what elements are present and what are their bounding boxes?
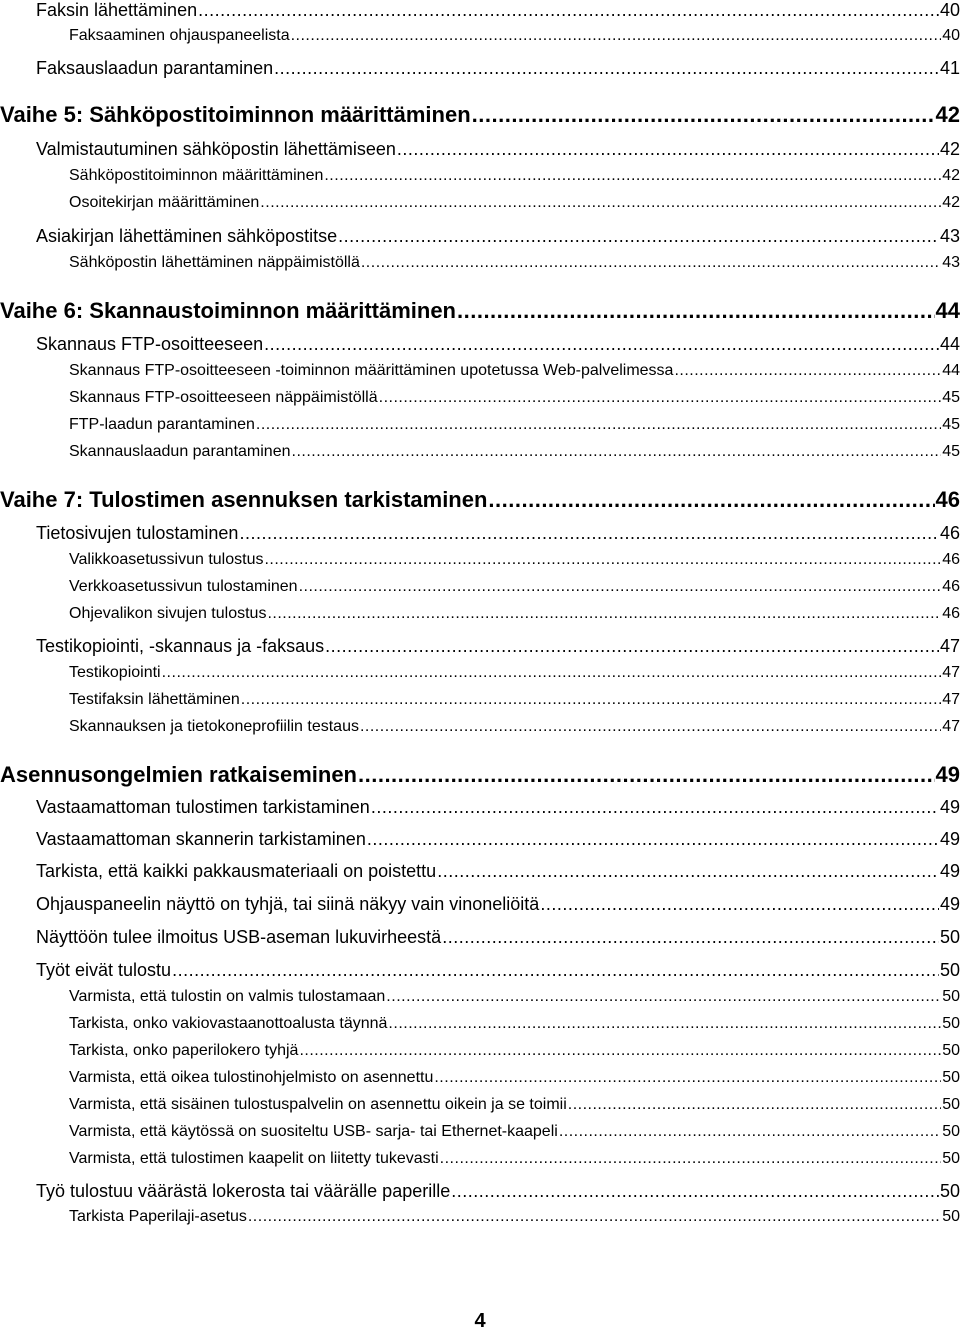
toc-dot-leader — [360, 718, 941, 736]
toc-entry-title: Ohjauspaneelin näyttö on tyhjä, tai siinä näkyy vain vinoneliöitä — [36, 894, 540, 914]
toc-entry-page: 40 — [939, 0, 960, 20]
toc-entry-page: 50 — [939, 1181, 960, 1201]
toc-entry-title: Tarkista, onko paperilokero tyhjä — [69, 1042, 299, 1059]
toc-entry[interactable] — [0, 523, 960, 544]
toc-dot-leader — [162, 664, 942, 682]
toc-entry[interactable] — [0, 58, 960, 79]
toc-entry-title: Faksaaminen ohjauspaneelista — [69, 27, 290, 44]
toc-dot-leader — [248, 1208, 941, 1226]
toc-entry-page: 41 — [939, 58, 960, 78]
toc-dot-leader — [291, 27, 942, 45]
toc-entry[interactable] — [0, 27, 960, 45]
toc-entry[interactable] — [0, 894, 960, 915]
toc-entry-page: 42 — [935, 102, 960, 127]
toc-entry-title: Testikopiointi, -skannaus ja -faksaus — [36, 636, 325, 656]
toc-entry-page: 47 — [942, 691, 960, 708]
toc-entry-page: 50 — [939, 960, 960, 980]
toc-dot-leader — [397, 139, 939, 160]
toc-dot-leader — [559, 1123, 941, 1141]
toc-entry-title: Varmista, että käytössä on suositeltu USB- sarja- tai Ethernet-kaapeli — [69, 1123, 558, 1140]
toc-dot-leader — [260, 194, 941, 212]
toc-dot-leader — [241, 691, 941, 709]
toc-entry-title: Sähköpostitoiminnon määrittäminen — [69, 167, 324, 184]
toc-entry-page: 46 — [942, 551, 960, 568]
toc-entry-title: Vastaamattoman tulostimen tarkistaminen — [36, 797, 370, 817]
toc-entry-page: 49 — [939, 861, 960, 881]
toc-dot-leader — [292, 443, 942, 461]
toc-entry-title: Verkkoasetussivun tulostaminen — [69, 578, 298, 595]
toc-entry[interactable] — [0, 254, 960, 272]
toc-dot-leader — [299, 1042, 941, 1060]
toc-entry[interactable] — [0, 1042, 960, 1060]
toc-entry-title: Skannaus FTP-osoitteeseen näppäimistöllä — [69, 389, 378, 406]
toc-entry-title: Vaihe 6: Skannaustoiminnon määrittäminen — [0, 298, 456, 323]
toc-entry-title: Valikkoasetussivun tulostus — [69, 551, 264, 568]
toc-entry[interactable] — [0, 1015, 960, 1033]
toc-dot-leader — [379, 389, 942, 407]
toc-entry[interactable] — [0, 578, 960, 596]
toc-entry[interactable] — [0, 362, 960, 380]
toc-entry-page: 50 — [942, 1069, 960, 1086]
toc-entry[interactable] — [0, 691, 960, 709]
toc-entry-title: Asennusongelmien ratkaiseminen — [0, 762, 357, 787]
toc-entry[interactable] — [0, 443, 960, 461]
toc-dot-leader — [388, 1015, 941, 1033]
toc-entry[interactable] — [0, 605, 960, 623]
toc-entry-page: 46 — [935, 487, 960, 512]
toc-entry[interactable] — [0, 487, 960, 513]
toc-entry-title: Asiakirjan lähettäminen sähköpostitse — [36, 226, 338, 246]
toc-entry-page: 50 — [942, 1123, 960, 1140]
toc-dot-leader — [198, 0, 939, 21]
page-number: 4 — [474, 1310, 486, 1332]
toc-entry-page: 47 — [942, 718, 960, 735]
toc-entry-page: 46 — [942, 578, 960, 595]
toc-entry-title: Skannauksen ja tietokoneprofiilin testaus — [69, 718, 359, 735]
toc-entry-page: 43 — [942, 254, 960, 271]
toc-dot-leader — [361, 254, 941, 272]
toc-entry-page: 47 — [942, 664, 960, 681]
toc-entry-title: Varmista, että sisäinen tulostuspalvelin on asennettu oikein ja se toimii — [69, 1096, 567, 1113]
toc-entry-title: Skannaus FTP-osoitteeseen -toiminnon määrittäminen upotetussa Web-palvelimessa — [69, 362, 674, 379]
toc-entry-page: 40 — [942, 27, 960, 44]
toc-entry-title: Näyttöön tulee ilmoitus USB-aseman lukuvirheestä — [36, 927, 442, 947]
toc-entry[interactable] — [0, 861, 960, 882]
toc-entry[interactable] — [0, 1069, 960, 1087]
toc-dot-leader — [367, 829, 939, 850]
toc-entry-title: Työ tulostuu väärästä lokerosta tai väärälle paperille — [36, 1181, 451, 1201]
toc-entry-page: 50 — [942, 1042, 960, 1059]
toc-dot-leader — [472, 102, 935, 128]
toc-entry-page: 43 — [939, 226, 960, 246]
toc-entry-page: 42 — [939, 139, 960, 159]
toc-dot-leader — [674, 362, 941, 380]
toc-dot-leader — [442, 927, 939, 948]
toc-entry-title: Vastaamattoman skannerin tarkistaminen — [36, 829, 366, 849]
toc-entry[interactable] — [0, 416, 960, 434]
toc-entry-page: 50 — [942, 1150, 960, 1167]
toc-entry[interactable] — [0, 718, 960, 736]
toc-entry-page: 50 — [942, 1096, 960, 1113]
toc-entry-title: Varmista, että tulostimen kaapelit on liitetty tukevasti — [69, 1150, 439, 1167]
toc-entry[interactable] — [0, 298, 960, 324]
toc-entry-title: Faksauslaadun parantaminen — [36, 58, 274, 78]
toc-entry[interactable] — [0, 102, 960, 128]
toc-entry-title: Skannaus FTP-osoitteeseen — [36, 334, 264, 354]
toc-entry-page: 49 — [939, 797, 960, 817]
toc-entry[interactable] — [0, 1096, 960, 1114]
toc-entry-page: 50 — [939, 927, 960, 947]
toc-entry[interactable] — [0, 988, 960, 1006]
toc-entry-page: 47 — [939, 636, 960, 656]
toc-entry[interactable] — [0, 226, 960, 247]
toc-dot-leader — [434, 1069, 941, 1087]
toc-entry-page: 49 — [939, 829, 960, 849]
toc-entry-page: 44 — [935, 298, 960, 323]
toc-dot-leader — [239, 523, 939, 544]
toc-entry[interactable] — [0, 0, 960, 21]
toc-dot-leader — [440, 1150, 942, 1168]
toc-entry-title: Osoitekirjan määrittäminen — [69, 194, 260, 211]
toc-entry-page: 42 — [942, 194, 960, 211]
toc-entry[interactable] — [0, 1181, 960, 1202]
toc-dot-leader — [299, 578, 942, 596]
toc-entry-title: Vaihe 5: Sähköpostitoiminnon määrittäminen — [0, 102, 471, 127]
toc-entry-title: Testikopiointi — [69, 664, 161, 681]
toc-dot-leader — [264, 551, 941, 569]
toc-entry-title: Varmista, että oikea tulostinohjelmisto on asennettu — [69, 1069, 434, 1086]
toc-entry-page: 50 — [942, 988, 960, 1005]
toc-entry-page: 45 — [942, 416, 960, 433]
toc-dot-leader — [371, 797, 939, 818]
toc-entry[interactable] — [0, 334, 960, 355]
toc-entry-title: Varmista, että tulostin on valmis tulostamaan — [69, 988, 386, 1005]
toc-dot-leader — [274, 58, 939, 79]
toc-dot-leader — [488, 487, 934, 513]
toc-entry[interactable] — [0, 194, 960, 212]
toc-entry-title: Sähköpostin lähettäminen näppäimistöllä — [69, 254, 360, 271]
toc-dot-leader — [325, 636, 939, 657]
toc-entry-page: 46 — [939, 523, 960, 543]
toc-entry-title: Valmistautuminen sähköpostin lähettämiseen — [36, 139, 396, 159]
toc-entry-title: Tietosivujen tulostaminen — [36, 523, 239, 543]
toc-entry[interactable] — [0, 1150, 960, 1168]
toc-dot-leader — [457, 298, 935, 324]
toc-dot-leader — [324, 167, 941, 185]
toc-dot-leader — [264, 334, 939, 355]
toc-dot-leader — [338, 226, 939, 247]
toc-dot-leader — [451, 1181, 939, 1202]
toc-entry-page: 50 — [942, 1208, 960, 1225]
toc-entry-page: 50 — [942, 1015, 960, 1032]
toc-entry-title: Tarkista, että kaikki pakkausmateriaali on poistettu — [36, 861, 437, 881]
toc-entry-page: 44 — [939, 334, 960, 354]
toc-entry[interactable] — [0, 139, 960, 160]
toc-entry-title: Tarkista Paperilaji-asetus — [69, 1208, 247, 1225]
toc-entry-title: Testifaksin lähettäminen — [69, 691, 240, 708]
toc-dot-leader — [267, 605, 941, 623]
toc-entry-page: 45 — [942, 389, 960, 406]
toc-entry-page: 49 — [935, 762, 960, 787]
toc-entry[interactable] — [0, 551, 960, 569]
toc-entry-page: 42 — [942, 167, 960, 184]
toc-entry[interactable] — [0, 762, 960, 788]
toc-dot-leader — [568, 1096, 941, 1114]
toc-entry-page: 49 — [939, 894, 960, 914]
toc-dot-leader — [540, 894, 939, 915]
toc-entry[interactable] — [0, 829, 960, 850]
toc-entry[interactable] — [0, 1123, 960, 1141]
toc-dot-leader — [172, 960, 939, 981]
toc-entry-title: FTP-laadun parantaminen — [69, 416, 255, 433]
toc-entry-title: Faksin lähettäminen — [36, 0, 198, 20]
toc-entry-title: Skannauslaadun parantaminen — [69, 443, 291, 460]
toc-entry[interactable] — [0, 389, 960, 407]
toc-entry[interactable] — [0, 664, 960, 682]
toc-entry-page: 45 — [942, 443, 960, 460]
toc-dot-leader — [256, 416, 941, 434]
toc-dot-leader — [358, 762, 935, 788]
toc-dot-leader — [386, 988, 941, 1006]
toc-entry[interactable] — [0, 167, 960, 185]
toc-entry[interactable] — [0, 960, 960, 981]
toc-entry-page: 46 — [942, 605, 960, 622]
toc-entry-title: Vaihe 7: Tulostimen asennuksen tarkistaminen — [0, 487, 488, 512]
toc-entry[interactable] — [0, 1208, 960, 1226]
toc-entry-page: 44 — [942, 362, 960, 379]
toc-entry-title: Tarkista, onko vakiovastaanottoalusta täynnä — [69, 1015, 388, 1032]
toc-entry-title: Työt eivät tulostu — [36, 960, 172, 980]
toc-entry[interactable] — [0, 927, 960, 948]
toc-entry[interactable] — [0, 797, 960, 818]
toc-entry-title: Ohjevalikon sivujen tulostus — [69, 605, 267, 622]
toc-dot-leader — [437, 861, 939, 882]
toc-entry[interactable] — [0, 636, 960, 657]
